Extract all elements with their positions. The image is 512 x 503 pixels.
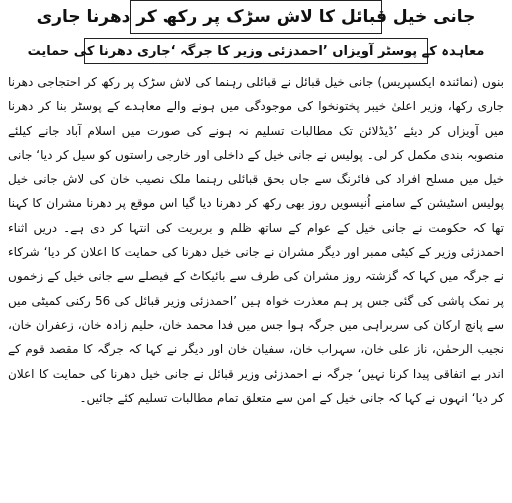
subheadline: معاہدہ کے پوسٹر آویزاں ’احمدزئی وزیر کا جرگہ ‘جاری دھرنا کی حمایت [27, 43, 485, 59]
headline: جانی خیل قبائل کا لاش سڑک پر رکھ کر دھرنا جاری [36, 7, 476, 27]
headline-box [36, 0, 476, 34]
article-body: بنوں (نمائندہ ایکسپریس) جانی خیل قبائل نے قبائلی رہنما کی لاش سڑک پر رکھ کر احتجاجی دھرنا جاری رکھا، وزیر اعلیٰ خیبر پختونخوا کی موجودگی میں ہونے والے معاہدے کے پوسٹر بنا کر دھرنا میں آویزاں کر دیئے ’ڈیڈلائن تک مطالبات تسلیم نہ ہونے کی صورت میں اسلام آباد جانے کیلئے منصوبہ بندی مکمل کر لی۔ پولیس نے جانی خیل کے داخلی اور خارجی راستوں کو سیل کر دیا‘ جانی خیل میں مسلح افراد کی فائرنگ سے جاں بحق قبائلی رہنما ملک نصیب خان کی لاش جانی خیل پولیس اسٹیشن کے سامنے اُنیسویں روز بھی رکھ کر دھرنا دیا گیا اس موقع پر دھرنا مشران کا کہنا تھا کہ حکومت نے جانی خیل کے عوام کے ساتھ ظلم و بربریت کی انتہا کر دی ہے۔ دریں اثناء احمدزئی وزیر کے کیٹی ممبر اور دیگر مشران نے جانی خیل دھرنا کی حمایت کا اعلان کر دیا‘ شرکاء نے جرگہ میں کہا کہ گزشتہ روز مشران کی طرف سے بائیکاٹ کے فیصلے سے جانی خیل کے زخموں پر نمک پاشی کی گئی جس پر ہم معذرت خواہ ہیں ’احمدزئی وزیر قبائل کی 56 رکنی کمیٹی میں سے پانچ ارکان کی سربراہی میں جرگہ ہوا جس میں فدا محمد خان، حلیم زادہ خان، زعفران خان، نجیب الرحمٰن، ناز علی خان، سہراب خان، سفیان خان اور دیگر نے کہا کہ جرگہ کا مقصد قوم کے اندر بے اتفاقی پیدا کرنا نہیں‘ جرگہ نے احمدزئی وزیر قبائل نے جانی خیل دھرنا کی حمایت کا اعلان کر دیا‘ انہوں نے کہا کہ جانی خیل کے امن سے متعلق تمام مطالبات تسلیم کئے جائیں۔ [8, 75, 504, 405]
subheadline-box [27, 38, 485, 64]
